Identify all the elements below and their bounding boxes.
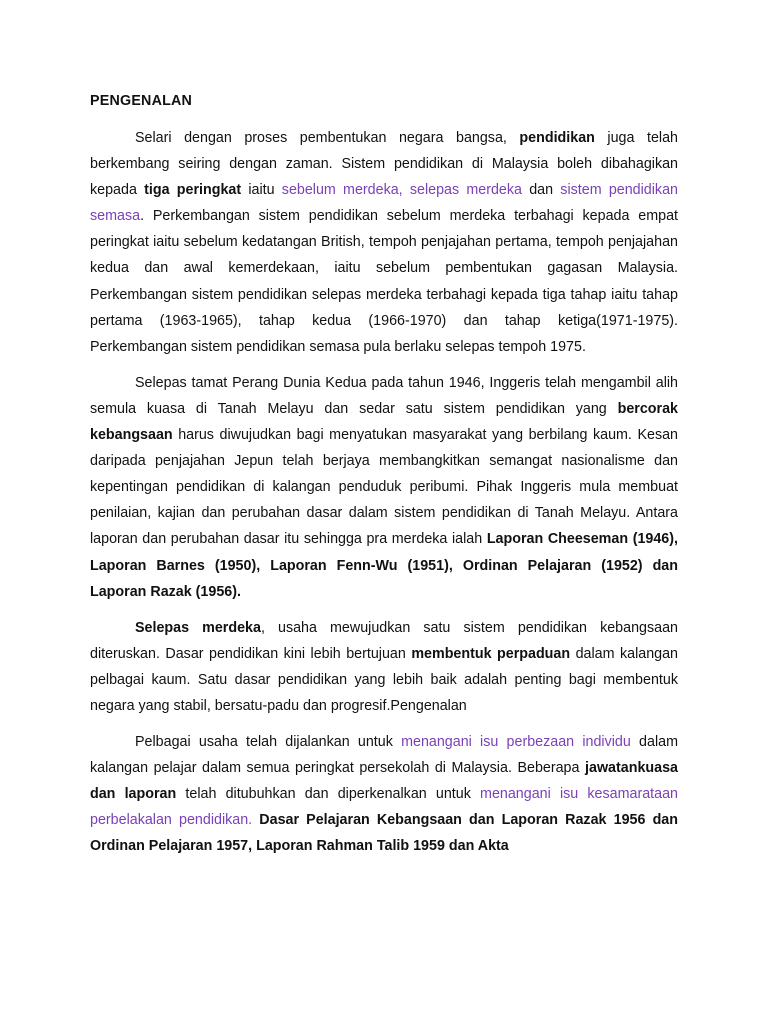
body-text: juga telah berkembang seiring dengan zaman. Sistem pendidikan di Malaysia boleh dibahagikan kepada [90,130,678,199]
body-text: , usaha mewujudkan satu sistem pendidikan kebangsaan diteruskan. Dasar pendidikan kini lebih bertujuan [90,619,678,662]
bold-text: jawatankuasa dan laporan [90,760,678,803]
paragraph-3 [90,615,678,719]
paragraph-2 [90,370,678,605]
body-text: dalam kalangan pelbagai kaum. Satu dasar pendidikan yang lebih baik adalah penting bagi membentuk negara yang stabil, bersatu-padu dan progresif.Pengenalan [90,645,679,714]
paragraph-1 [90,125,678,360]
body-text: Pelbagai usaha telah dijalankan untuk [135,734,402,751]
bold-text: pendidikan [519,130,595,146]
body-text: telah ditubuhkan dan diperkenalkan untuk [176,786,481,803]
highlighted-text: menangani isu perbezaan individu [401,734,631,751]
body-text: . Perkembangan sistem pendidikan sebelum merdeka terbahagi kepada empat peringkat iaitu sebelum kedatangan British, tempoh penjajahan pertama, tempoh penjajahan kedua dan awal kemerdekaan, iaitu sebelum pembentukan gagasan Malaysia. Perkembangan sistem pendidikan selepas merdeka terbahagi kepada tiga tahap iaitu tahap pertama (1963-1965), tahap kedua (1966-1970) dan tahap ketiga(1971-1975). Perkembangan sistem pendidikan semasa pula berlaku selepas tempoh 1975. [90,208,678,355]
document-body [90,125,678,870]
highlighted-text: sistem pendidikan semasa [90,182,678,225]
paragraph-4 [90,729,678,859]
highlighted-text: sebelum merdeka, selepas merdeka [281,182,522,199]
body-text: harus diwujudkan bagi menyatukan masyarakat yang berbilang kaum. Kesan daripada penjajahan Jepun telah berjaya membangkitkan semangat nasionalisme dan kepentingan pendidikan di kalangan penduduk peribumi. Pihak Inggeris mula membuat penilaian, kajian dan perubahan dasar dalam sistem pendidikan di Tanah Melayu. Antara laporan dan perubahan dasar itu sehingga pra merdeka ialah [90,427,678,548]
bold-text: Laporan Cheeseman (1946), Laporan Barnes (1950), Laporan Fenn-Wu (1951), Ordinan Pelajaran (1952) dan Laporan Razak (1956). [90,531,678,600]
body-text: Selari dengan proses pembentukan negara bangsa, [135,130,520,146]
body-text: iaitu [241,182,282,199]
bold-text: tiga peringkat [144,182,242,199]
bold-text: Dasar Pelajaran Kebangsaan dan Laporan Razak 1956 dan Ordinan Pelajaran 1957, Laporan Rahman Talib 1959 dan Akta [90,812,678,855]
body-text: Selepas tamat Perang Dunia Kedua pada tahun 1946, Inggeris telah mengambil alih semula kuasa di Tanah Melayu dan sedar satu sistem pendidikan yang [90,374,678,417]
highlighted-text: menangani isu kesamarataan perbelakalan pendidikan. [90,786,678,829]
bold-text: bercorak kebangsaan [90,400,678,444]
section-heading: PENGENALAN [90,93,193,109]
body-text: dan [522,182,561,199]
body-text: dalam kalangan pelajar dalam semua peringkat persekolah di Malaysia. Beberapa [90,734,678,777]
bold-text: membentuk perpaduan [411,645,571,662]
bold-text: Selepas merdeka [135,619,261,636]
